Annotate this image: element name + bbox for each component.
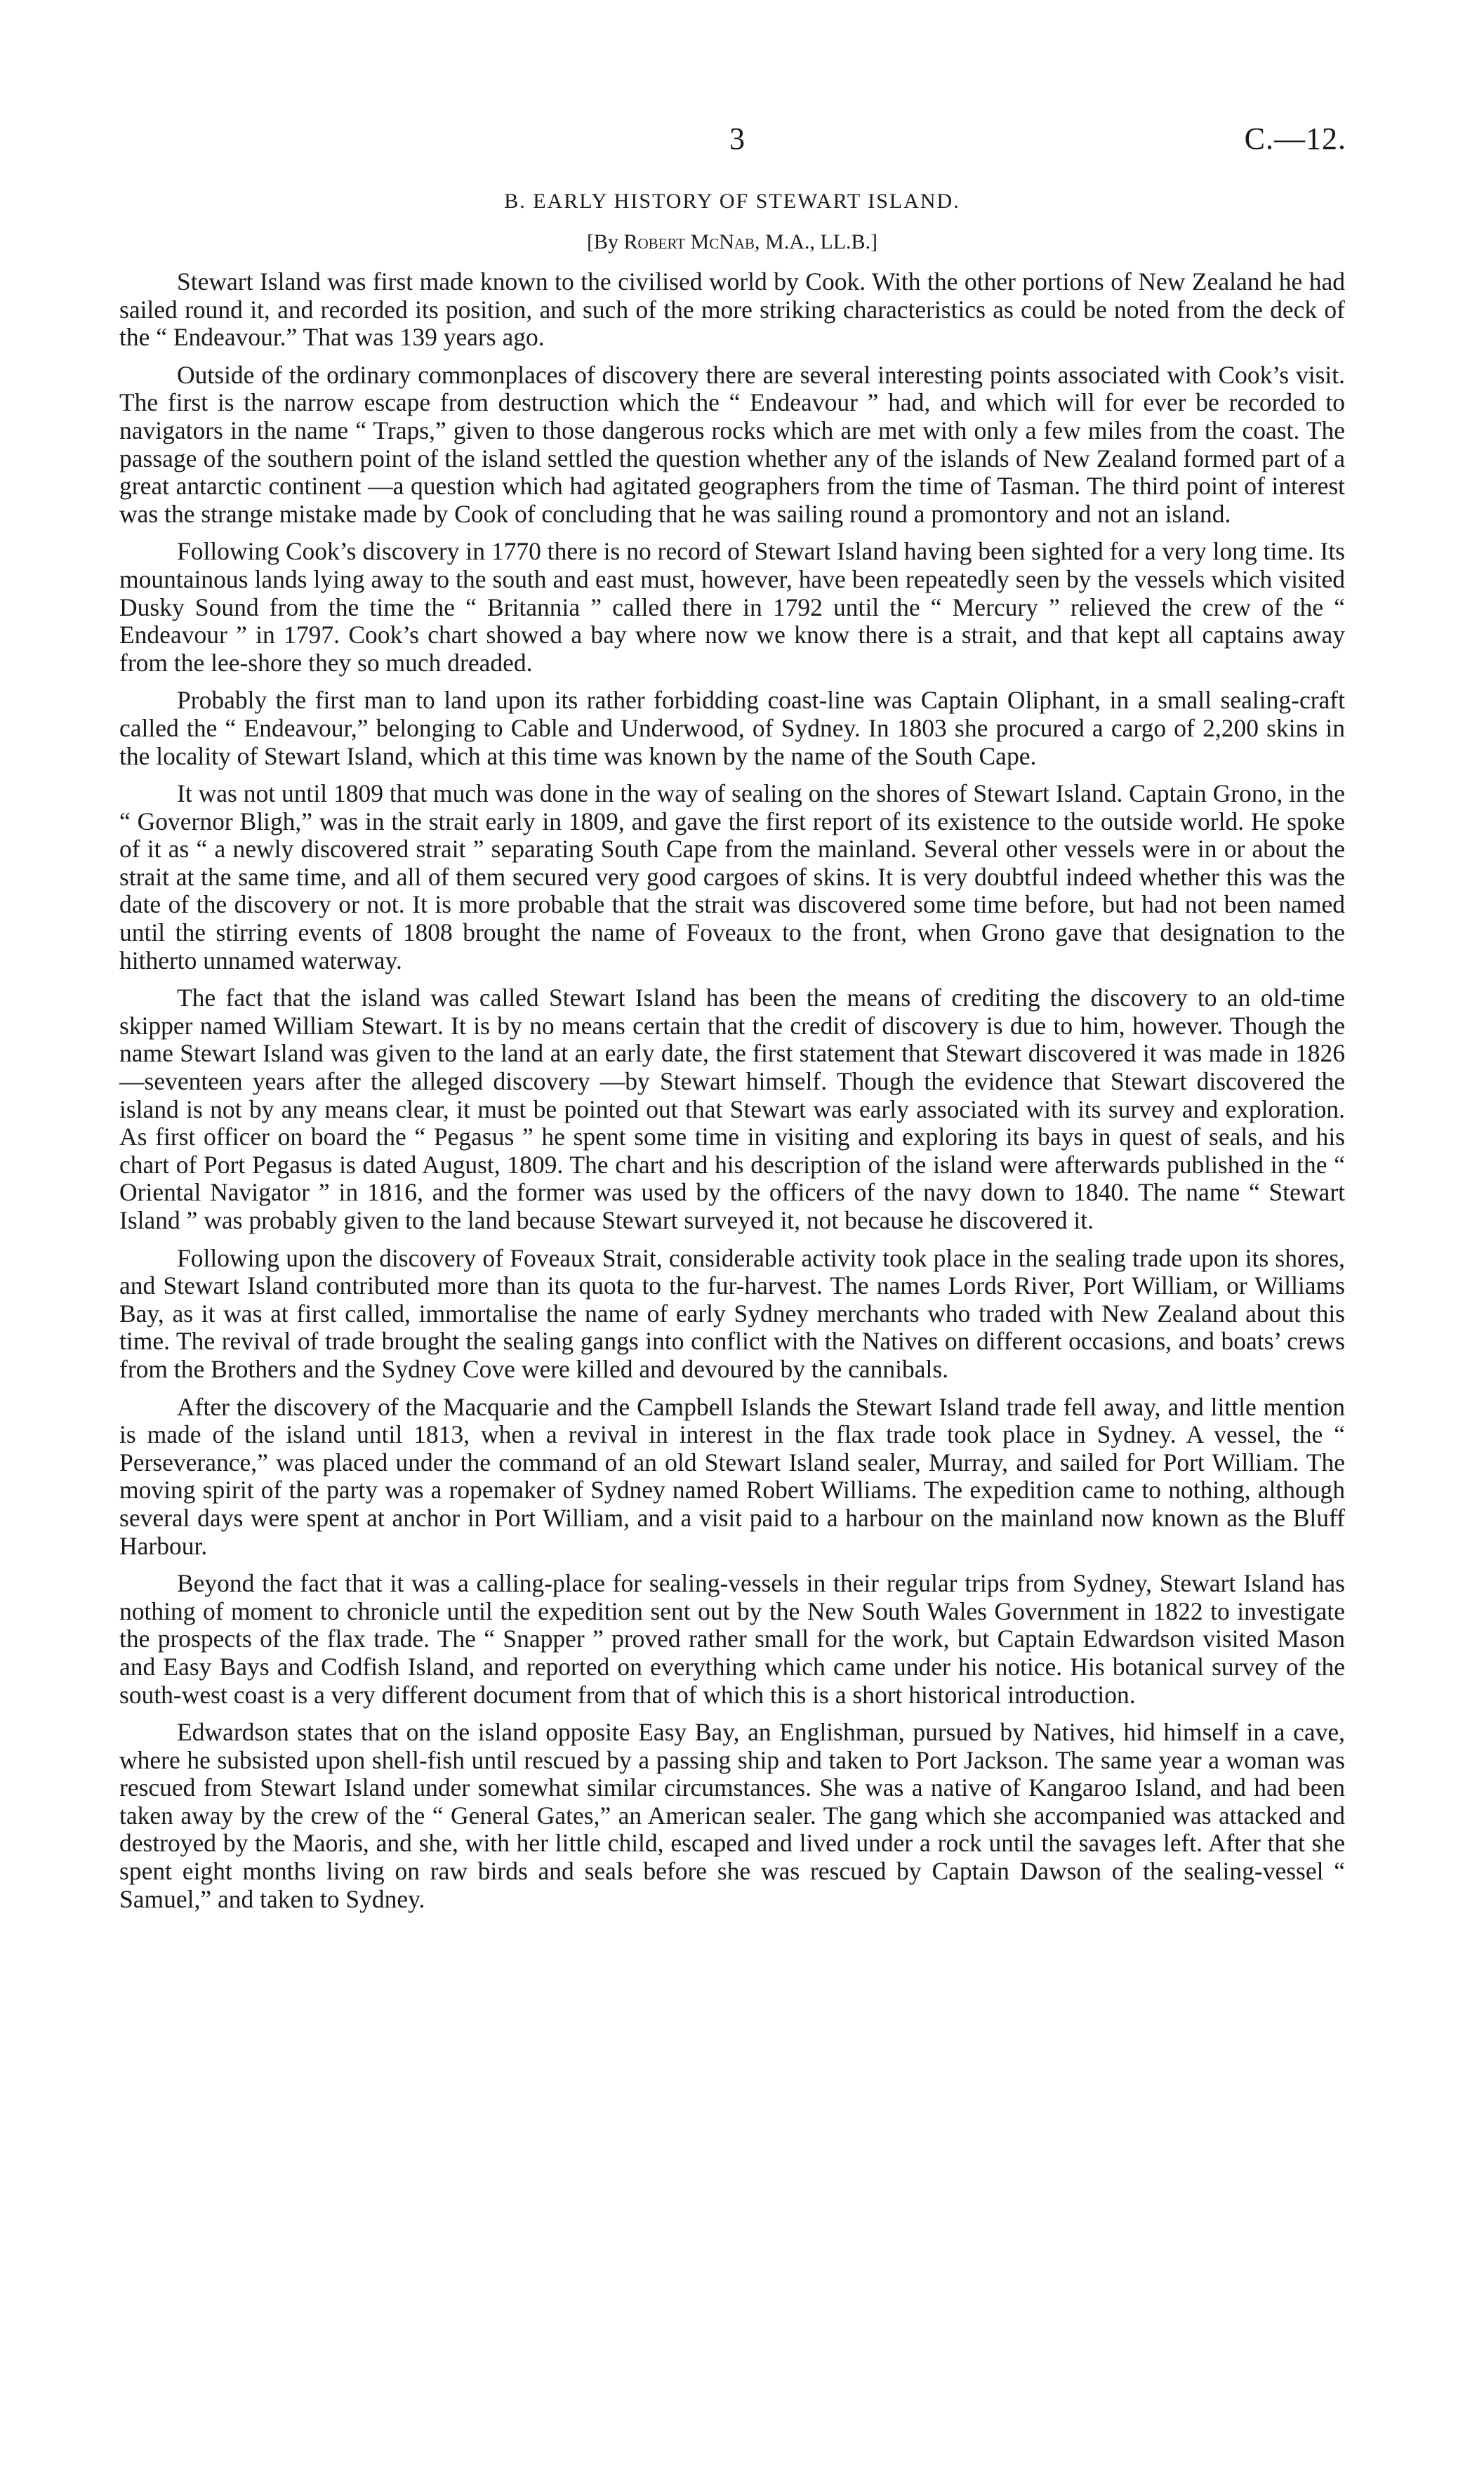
paragraph: Outside of the ordinary commonplaces of discovery there are several interesting points associated with Cook’s visit. The first is the narrow escape from destruction which the “ Endeavour ” had, and which will for ever be recorded to navigators in the name “ Traps,” given to those dangerous rocks which are met with only a few miles from the coast. The passage of the southern point of the island settled the question whether any of the islands of New Zealand formed part of a great antarctic continent —a question which had agitated geographers from the time of Tasman. The third point of interest was the strange mistake made by Cook of concluding that he was sailing round a promontory and not an island. [119,360,1345,528]
page-number: 3 [729,121,745,156]
byline-author: Robert McNab [623,230,755,253]
article-title: B. EARLY HISTORY OF STEWART ISLAND. [504,190,960,213]
document-reference: C.—12. [1244,121,1346,156]
byline-open: [By [586,230,624,253]
paragraph: It was not until 1809 that much was done in the way of sealing on the shores of Stewart Island. Captain Grono, in the “ Governor Bligh,” was in the strait early in 1809, and gave the first report of its existence to the outside world. He spoke of it as “ a newly discovered strait ” separating South Cape from the mainland. Several other vessels were in or about the strait at the same time, and all of them secured very good cargoes of skins. It is very doubtful indeed whether this was the date of the discovery or not. It is more probable that the strait was discovered some time before, but had not been named until the stirring events of 1808 brought the name of Foveaux to the front, when Grono gave that designation to the hitherto unnamed waterway. [119,779,1345,974]
paragraph: After the discovery of the Macquarie and the Campbell Islands the Stewart Island trade fell away, and little mention is made of the island until 1813, when a revival in interest in the flax trade took place in Sydney. A vessel, the “ Perseverance,” was placed under the command of an old Stewart Island sealer, Murray, and sailed for Port William. The moving spirit of the party was a ropemaker of Sydney named Robert Williams. The expedition came to nothing, although several days were spent at anchor in Port William, and a visit paid to a harbour on the mainland now known as the Bluff Harbour. [119,1392,1345,1560]
paragraph: Following Cook’s discovery in 1770 there is no record of Stewart Island having been sighted for a very long time. Its mountainous lands lying away to the south and east must, however, have been repeatedly seen by the vessels which visited Dusky Sound from the time the “ Britannia ” called there in 1792 until the “ Mercury ” relieved the crew of the “ Endeavour ” in 1797. Cook’s chart showed a bay where now we know there is a strait, and that kept all captains away from the lee-shore they so much dreaded. [119,537,1345,677]
paragraph: Stewart Island was first made known to the civilised world by Cook. With the other portions of New Zealand he had sailed round it, and recorded its position, and such of the more striking characteristics as could be noted from the deck of the “ Endeavour.” That was 139 years ago. [119,267,1345,352]
paragraph: Beyond the fact that it was a calling-place for sealing-vessels in their regular trips from Sydney, Stewart Island has nothing of moment to chronicle until the expedition sent out by the New South Wales Government in 1822 to investigate the prospects of the flax trade. The “ Snapper ” proved rather small for the work, but Captain Edwardson visited Mason and Easy Bays and Codfish Island, and reported on everything which came under his notice. His botanical survey of the south-west coast is a very different document from that of which this is a short historical introduction. [119,1569,1345,1709]
article-body [119,190,1345,1923]
byline-credentials: , M.A., LL.B.] [755,230,878,253]
paragraph: Probably the first man to land upon its rather forbidding coast-line was Captain Oliphant, in a small sealing-craft called the “ Endeavour,” belonging to Cable and Underwood, of Sydney. In 1803 she procured a cargo of 2,200 skins in the locality of Stewart Island, which at this time was known by the name of the South Cape. [119,686,1345,770]
paragraph: Edwardson states that on the island opposite Easy Bay, an Englishman, pursued by Natives, hid himself in a cave, where he subsisted upon shell-fish until rescued by a passing ship and taken to Port Jackson. The same year a woman was rescued from Stewart Island under somewhat similar circumstances. She was a native of Kangaroo Island, and had been taken away by the crew of the “ General Gates,” an American sealer. The gang which she accompanied was attacked and destroyed by the Maoris, and she, with her little child, escaped and lived under a rock until the savages left. After that she spent eight months living on raw birds and seals before she was rescued by Captain Dawson of the sealing-vessel “ Samuel,” and taken to Sydney. [119,1718,1345,1913]
paragraph: Following upon the discovery of Foveaux Strait, considerable activity took place in the sealing trade upon its shores, and Stewart Island contributed more than its quota to the fur-harvest. The names Lords River, Port William, or Williams Bay, as it was at first called, immortalise the name of early Sydney merchants who traded with New Zealand about this time. The revival of trade brought the sealing gangs into conflict with the Natives on different occasions, and boats’ crews from the Brothers and the Sydney Cove were killed and devoured by the cannibals. [119,1243,1345,1383]
paragraph: The fact that the island was called Stewart Island has been the means of crediting the discovery to an old-time skipper named William Stewart. It is by no means certain that the credit of discovery is due to him, however. Though the name Stewart Island was given to the land at an early date, the first statement that Stewart discovered it was made in 1826—seventeen years after the alleged discovery —by Stewart himself. Though the evidence that Stewart discovered the island is not by any means clear, it must be pointed out that Stewart was early associated with its survey and exploration. As first officer on board the “ Pegasus ” he spent some time in visiting and exploring its bays in quest of seals, and his chart of Port Pegasus is dated August, 1809. The chart and his description of the island were afterwards published in the “ Oriental Navigator ” in 1816, and the former was used by the officers of the navy down to 1840. The name “ Stewart Island ” was probably given to the land because Stewart surveyed it, not because he discovered it. [119,984,1345,1234]
byline [119,230,1345,254]
